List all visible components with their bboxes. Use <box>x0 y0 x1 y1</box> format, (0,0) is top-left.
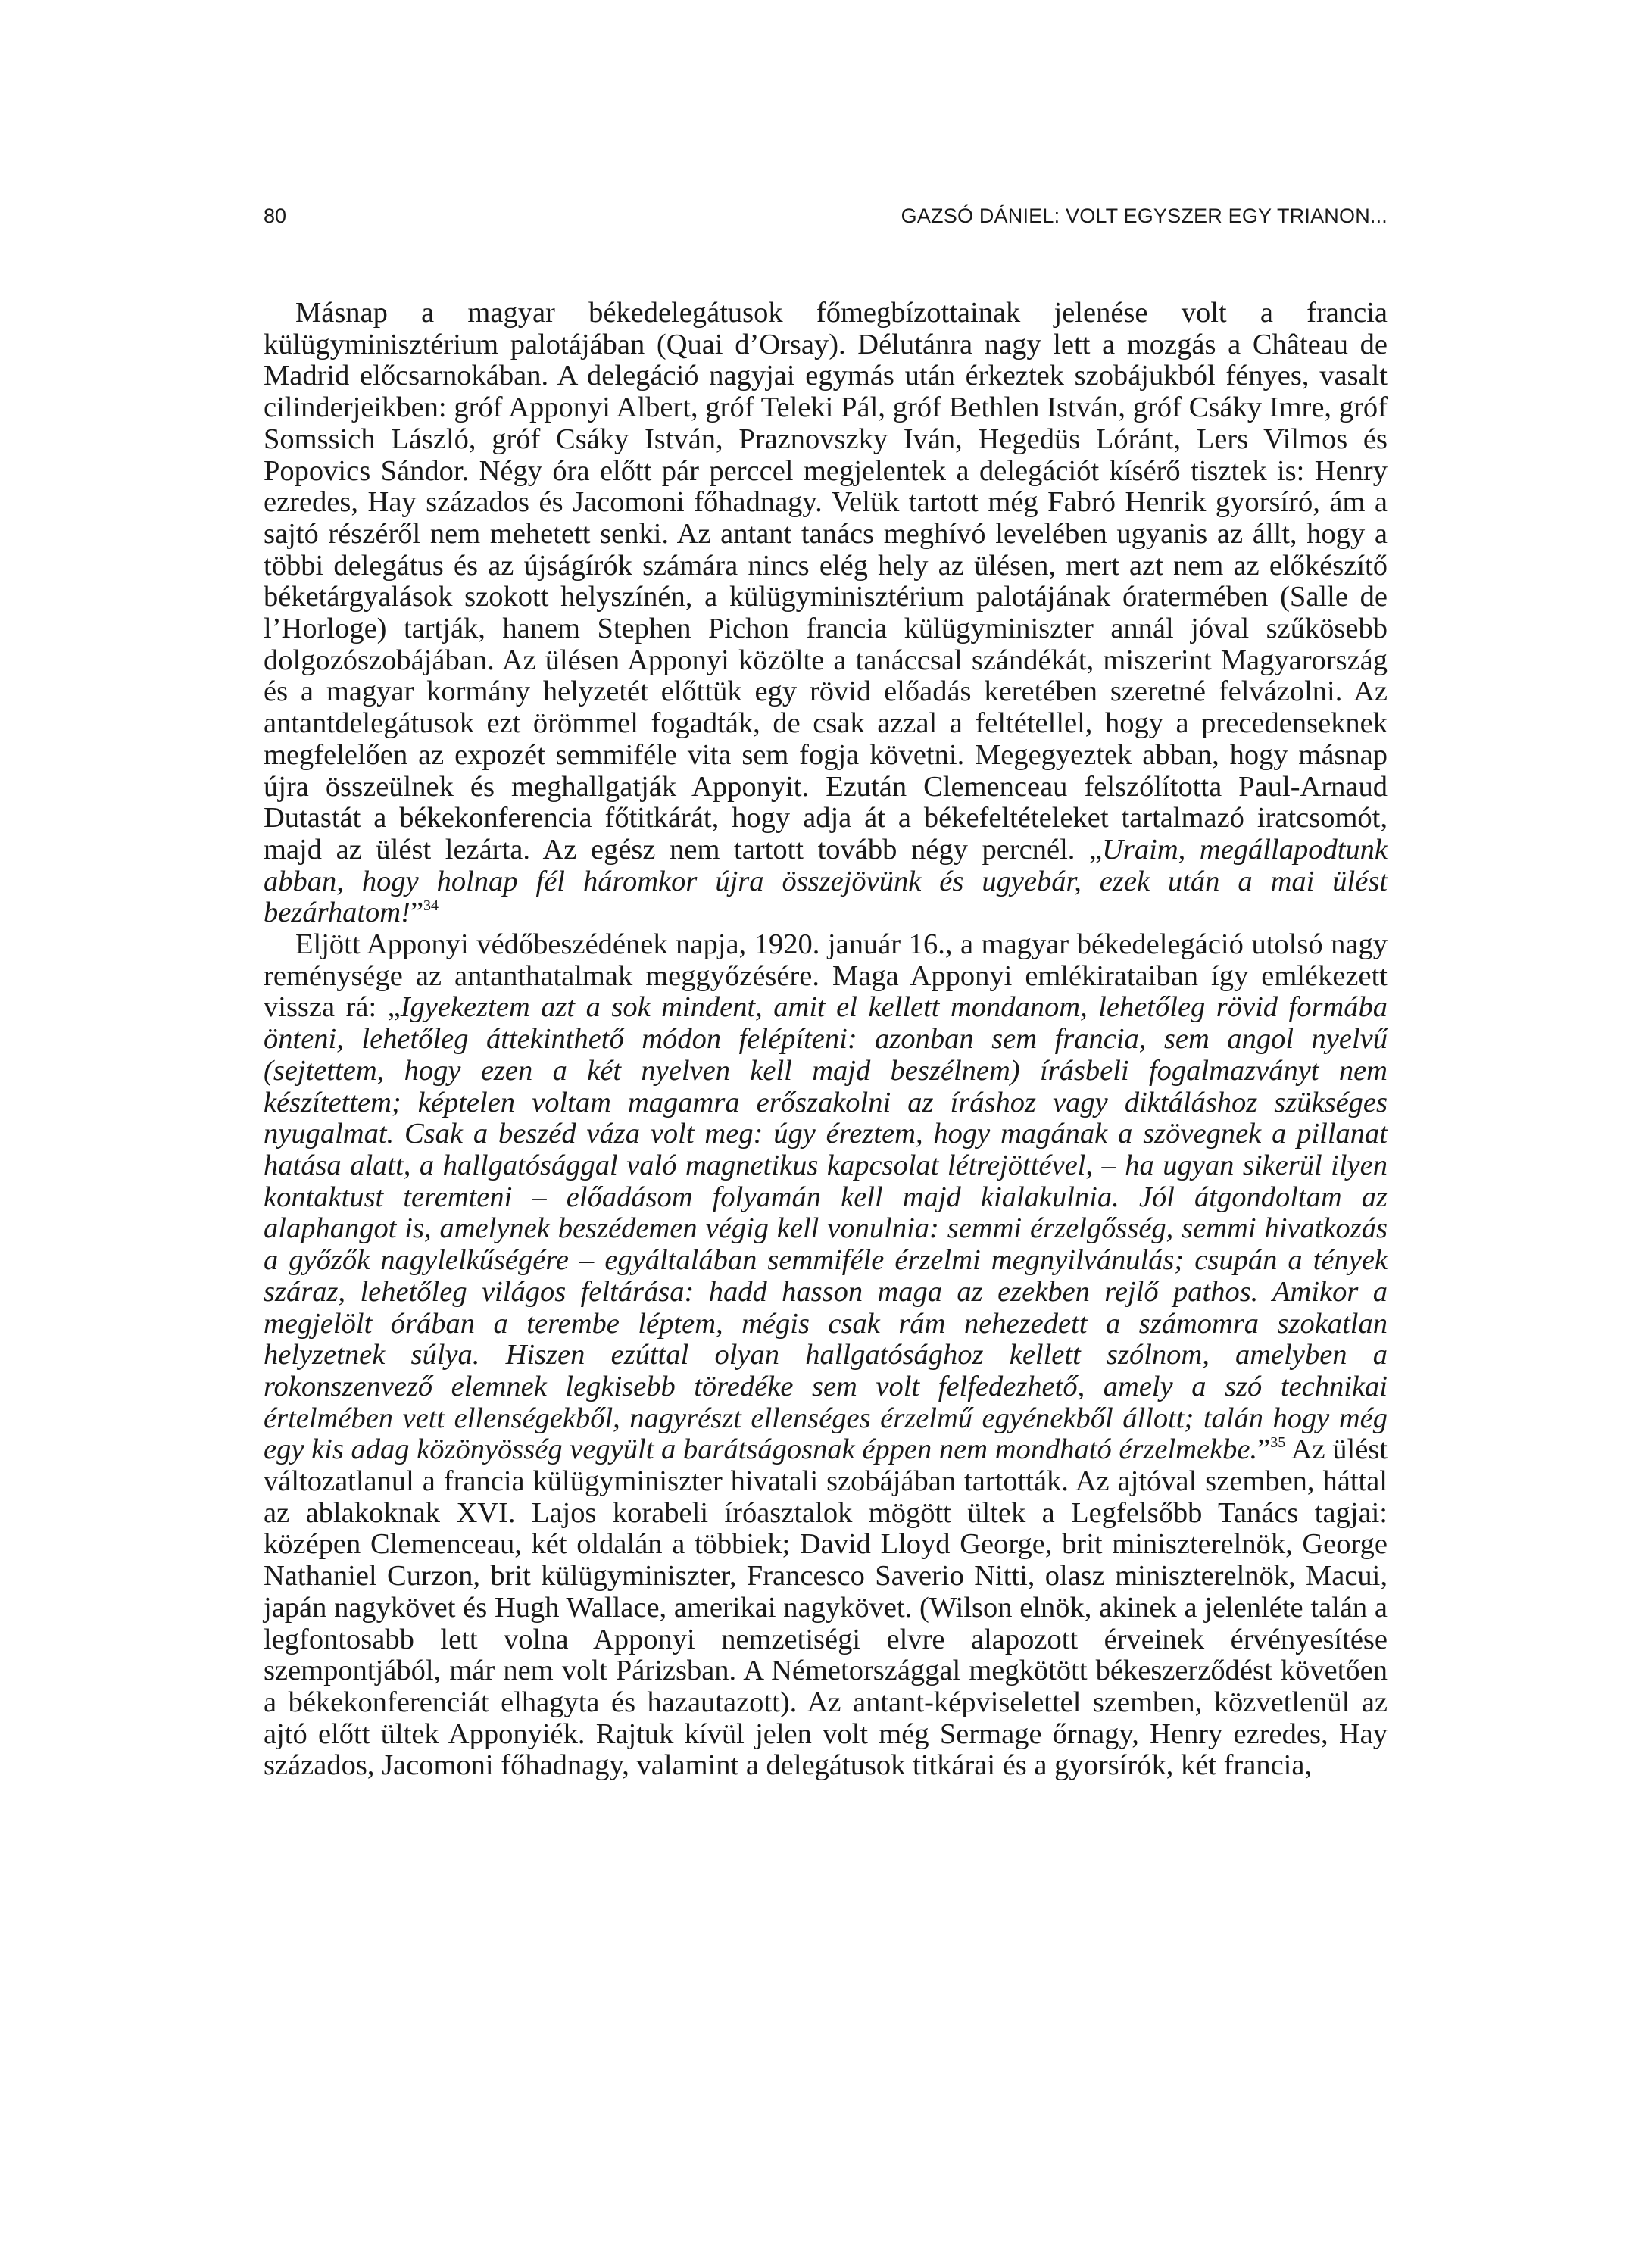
footnote-reference: 34 <box>423 897 439 915</box>
paragraph-text: ” <box>1257 1433 1271 1466</box>
page-body <box>264 298 1388 1782</box>
page-header <box>264 204 1388 235</box>
paragraph-text: Eljött Apponyi védőbeszédének napja, 1920. január 16., a magyar békedelegáció utolsó nagy reménysége az antanthatalmak meggyőzésére. Maga Apponyi emlékirataiban így emlékezett vissza rá: „ <box>264 928 1388 1024</box>
quotation-text: Igyekeztem azt a sok mindent, amit el kellett mondanom, lehetőleg rövid formába önteni, lehetőleg áttekinthető módon felépíteni: azonban sem francia, sem angol nyelvű (sejtettem, hogy ezen a két nyelven kell majd beszélnem) írásbeli fogalmazványt nem készítettem; képtelen voltam magamra erőszakolni az íráshoz vagy diktáláshoz szükséges nyugalmat. Csak a beszéd váza volt meg: úgy éreztem, hogy magának a szövegnek a pillanat hatása alatt, a hallgatósággal való magnetikus kapcsolat létrejöttével, – ha ugyan sikerül ilyen kontaktust teremteni – előadásom folyamán kell majd kialakulnia. Jól átgondoltam az alaphangot is, amelynek beszédemen végig kell vonulnia: semmi érzelgősség, semmi hivatkozás a győzők nagylelkűségére – egyáltalában semmiféle érzelmi megnyilvánulás; csupán a tények száraz, lehetőleg világos feltárása: hadd hasson maga az ezekben rejlő pathos. Amikor a megjelölt órában a terembe léptem, mégis csak rám nehezedett a számomra szokatlan helyzetnek súlya. Hiszen ezúttal olyan hallgatósághoz kellett szólnom, amelyben a rokonszenvező elemnek legkisebb töredéke sem volt felfedezhető, amely a szó technikai értelmében vett ellenségekből, nagyrészt ellenséges érzelmű egyénekből állott; talán hogy még egy kis adag közönyösség vegyült a barátságosnak éppen nem mondható érzelmekbe. <box>264 991 1388 1466</box>
body-paragraph <box>264 298 1388 929</box>
footnote-reference: 35 <box>1270 1434 1286 1452</box>
quotation-text: Uraim, megállapodtunk abban, hogy holnap fél háromkor újra összejövünk és ugyebár, ezek után a mai ülést bezárhatom! <box>264 833 1388 929</box>
paragraph-text: Az ülést változatlanul a francia külügyminiszter hivatali szobájában tartották. Az ajtóval szemben, háttal az ablakoknak XVI. Lajos korabeli íróasztalok mögött ültek a Legfelsőbb Tanács tagjai: középen Clemenceau, két oldalán a többiek; David Lloyd George, brit miniszterelnök, George Nathaniel Curzon, brit külügyminiszter, Francesco Saverio Nitti, olasz miniszterelnök, Macui, japán nagykövet és Hugh Wallace, amerikai nagykövet. (Wilson elnök, akinek a jelenléte talán a legfontosabb lett volna Apponyi nemzetiségi elvre alapozott érveinek érvényesítése szempontjából, már nem volt Párizsban. A Németországgal megkötött békeszerződést követően a békekonferenciát elhagyta és hazautazott). Az antant-képviselettel szemben, közvetlenül az ajtó előtt ültek Apponyiék. Rajtuk kívül jelen volt még Sermage őrnagy, Henry ezredes, Hay százados, Jacomoni főhadnagy, valamint a delegátusok titkárai és a gyorsírók, két francia, <box>264 1433 1388 1782</box>
paragraph-text: ” <box>410 897 424 929</box>
page-number: 80 <box>264 204 287 227</box>
body-paragraph <box>264 929 1388 1782</box>
paragraph-text: Másnap a magyar békedelegátusok főmegbízottainak jelenése volt a francia külügyminisztérium palotájában (Quai d’Orsay). Délutánra nagy lett a mozgás a Château de Madrid előcsarnokában. A delegáció nagyjai egymás után érkeztek szobájukból fényes, vasalt cilinderjeikben: gróf Apponyi Albert, gróf Teleki Pál, gróf Bethlen István, gróf Csáky Imre, gróf Somssich László, gróf Csáky István, Praznovszky Iván, Hegedüs Lóránt, Lers Vilmos és Popovics Sándor. Négy óra előtt pár perccel megjelentek a delegációt kísérő tisztek is: Henry ezredes, Hay százados és Jacomoni főhadnagy. Velük tartott még Fabró Henrik gyorsíró, ám a sajtó részéről nem mehetett senki. Az antant tanács meghívó levelében ugyanis az állt, hogy a többi delegátus és az újságírók számára nincs elég hely az ülésen, mert azt nem az előkészítő béketárgyalások szokott helyszínén, a külügyminisztérium palotájának óratermében (Salle de l’Horloge) tartják, hanem Stephen Pichon francia külügyminiszter annál jóval szűkösebb dolgozószobájában. Az ülésen Apponyi közölte a tanáccsal szándékát, miszerint Magyarország és a magyar kormány helyzetét előttük egy rövid előadás keretében szeretné felvázolni. Az antantdelegátusok ezt örömmel fogadták, de csak azzal a feltétellel, hogy a precedenseknek megfelelően az expozét semmiféle vita sem fogja követni. Megegyeztek abban, hogy másnap újra összeülnek és meghallgatják Apponyit. Ezután Clemenceau felszólította Paul-Arnaud Dutastát a békekonferencia főtitkárát, hogy adja át a békefeltételeket tartalmazó iratcsomót, majd az ülést lezárta. Az egész nem tartott tovább négy percnél. „ <box>264 297 1388 866</box>
running-head: GAZSÓ DÁNIEL: VOLT EGYSZER EGY TRIANON... <box>901 204 1388 227</box>
